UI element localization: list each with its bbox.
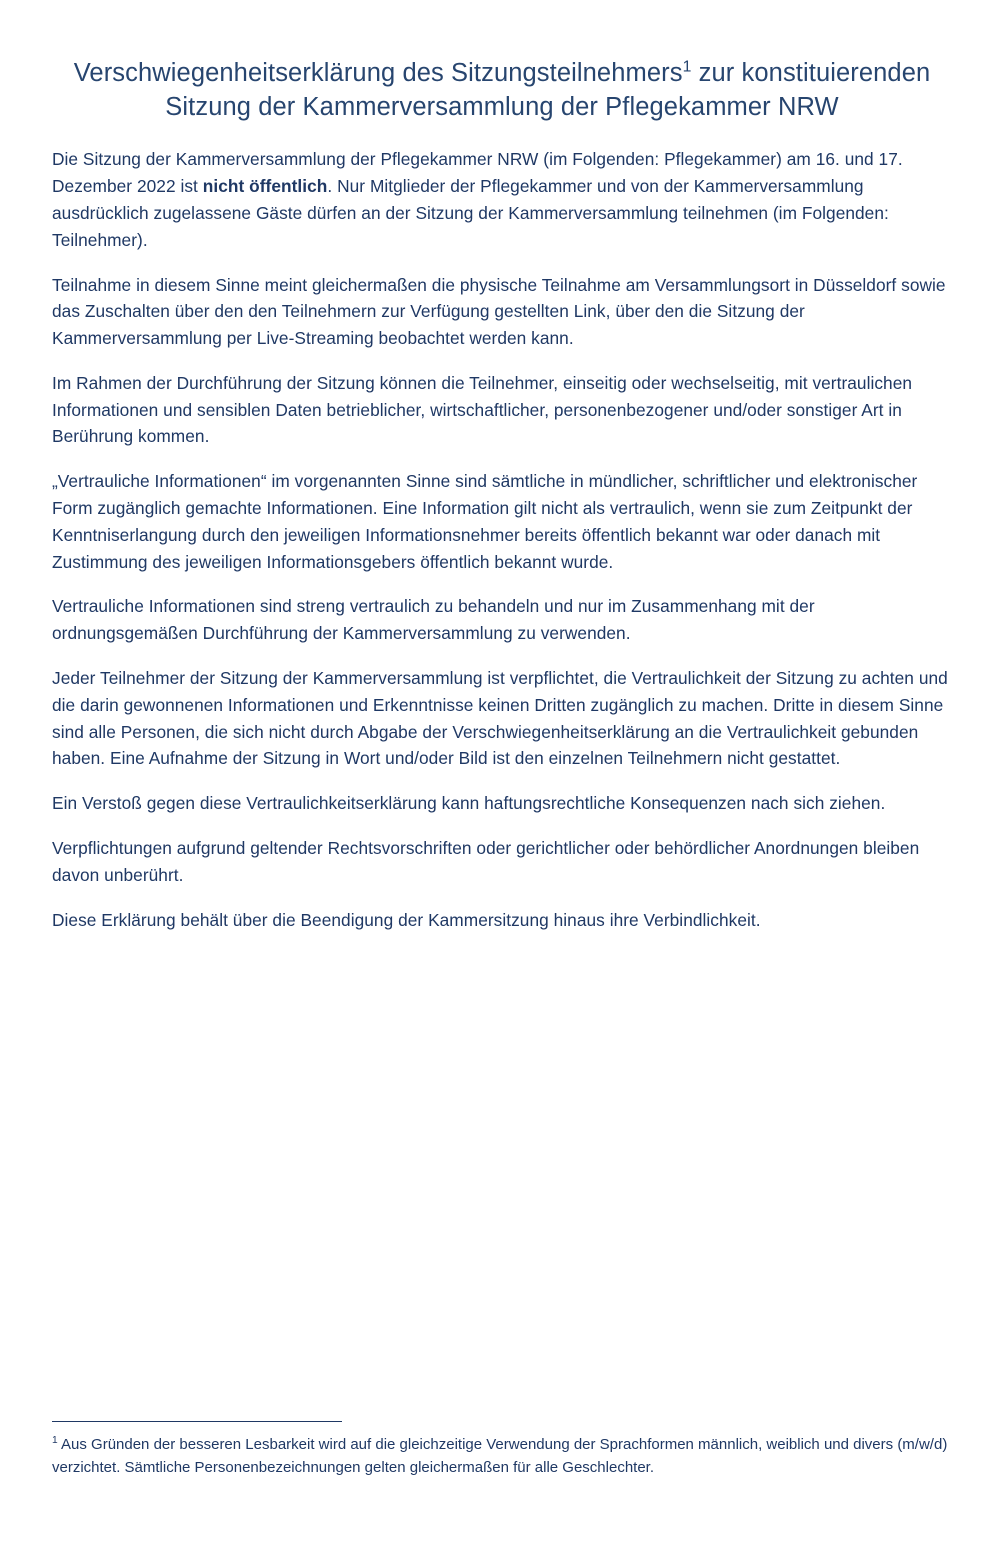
footnote-marker: 1 bbox=[52, 1435, 58, 1447]
body-paragraph bbox=[52, 907, 952, 934]
body-paragraph bbox=[52, 370, 952, 450]
paragraph-text: . Nur Mitglieder der Pflegekammer und von der Kammerversammlung ausdrücklich zugelassene Gäste dürfen an der Sitzung der Kammerversammlung teilnehmen (im Folgenden: Teilnehmer). bbox=[52, 176, 889, 250]
body-paragraph bbox=[52, 790, 952, 817]
paragraph-text: Jeder Teilnehmer der Sitzung der Kammerversammlung ist verpflichtet, die Vertraulichkeit der Sitzung zu achten und die darin gewonnenen Informationen und Erkenntnisse keinen Dritten zugänglich zu machen. Dritte in diesem Sinne sind alle Personen, die sich nicht durch Abgabe der Verschwiegenheitserklärung an die Vertraulichkeit gebunden haben. Eine Aufnahme der Sitzung in Wort und/oder Bild ist den einzelnen Teilnehmern nicht gestattet. bbox=[52, 668, 948, 769]
document-body bbox=[52, 146, 952, 933]
body-paragraph bbox=[52, 665, 952, 772]
emphasis-text: nicht öffentlich bbox=[202, 176, 328, 197]
footnote-text bbox=[52, 1434, 952, 1480]
footnote-area bbox=[52, 1421, 952, 1480]
paragraph-text: Vertrauliche Informationen sind streng vertraulich zu behandeln und nur im Zusammenhang mit der ordnungsgemäßen Durchführung der Kammerversammlung zu verwenden. bbox=[52, 596, 815, 644]
body-paragraph bbox=[52, 468, 952, 575]
body-paragraph bbox=[52, 835, 952, 889]
paragraph-text: Teilnahme in diesem Sinne meint gleichermaßen die physische Teilnahme am Versammlungsort in Düsseldorf sowie das Zuschalten über den den Teilnehmern zur Verfügung gestellten Link, über den die Sitzung der Kammerversammlung per Live-Streaming beobachtet werden kann. bbox=[52, 274, 946, 349]
footnote-body: Aus Gründen der besseren Lesbarkeit wird auf die gleichzeitige Verwendung der Sprachformen männlich, weiblich und divers (m/w/d) verzichtet. Sämtliche Personenbezeichnungen gelten gleichermaßen für alle Geschlechter. bbox=[52, 1436, 948, 1477]
body-paragraph bbox=[52, 272, 952, 352]
footnote-reference-marker: 1 bbox=[682, 58, 692, 76]
paragraph-text: „Vertrauliche Informationen“ im vorgenannten Sinne sind sämtliche in mündlicher, schriftlicher und elektronischer Form zugänglich gemachte Informationen. Eine Information gilt nicht als vertraulich, wenn sie zum Zeitpunkt der Kenntniserlangung durch den jeweiligen Informationsnehmer bereits öffentlich bekannt war oder danach mit Zustimmung des jeweiligen Informationsgebers öffentlich bekannt wurde. bbox=[52, 471, 918, 572]
paragraph-text: Ein Verstoß gegen diese Vertraulichkeitserklärung kann haftungsrechtliche Konsequenzen nach sich ziehen. bbox=[52, 793, 886, 814]
paragraph-text: Im Rahmen der Durchführung der Sitzung können die Teilnehmer, einseitig oder wechselseitig, mit vertraulichen Informationen und sensiblen Daten betrieblicher, wirtschaftlicher, personenbezogener und/oder sonstiger Art in Berührung kommen. bbox=[52, 372, 913, 447]
page-title-text-before: Verschwiegenheitserklärung des Sitzungsteilnehmers bbox=[73, 59, 683, 87]
page-title-text-after: zur konstituierenden Sitzung der Kammerversammlung der Pflegekammer NRW bbox=[165, 59, 931, 122]
body-paragraph bbox=[52, 146, 952, 253]
body-paragraph bbox=[52, 593, 952, 647]
paragraph-text: Die Sitzung der Kammerversammlung der Pflegekammer NRW (im Folgenden: Pflegekammer) am 16. und 17. Dezember 2022 ist bbox=[52, 149, 903, 197]
paragraph-text: Verpflichtungen aufgrund geltender Rechtsvorschriften oder gerichtlicher oder behördlicher Anordnungen bleiben davon unberührt. bbox=[52, 838, 920, 885]
footnote-separator-rule bbox=[52, 1421, 342, 1422]
page-title bbox=[58, 56, 946, 124]
paragraph-text: Diese Erklärung behält über die Beendigung der Kammersitzung hinaus ihre Verbindlichkeit. bbox=[52, 909, 761, 930]
